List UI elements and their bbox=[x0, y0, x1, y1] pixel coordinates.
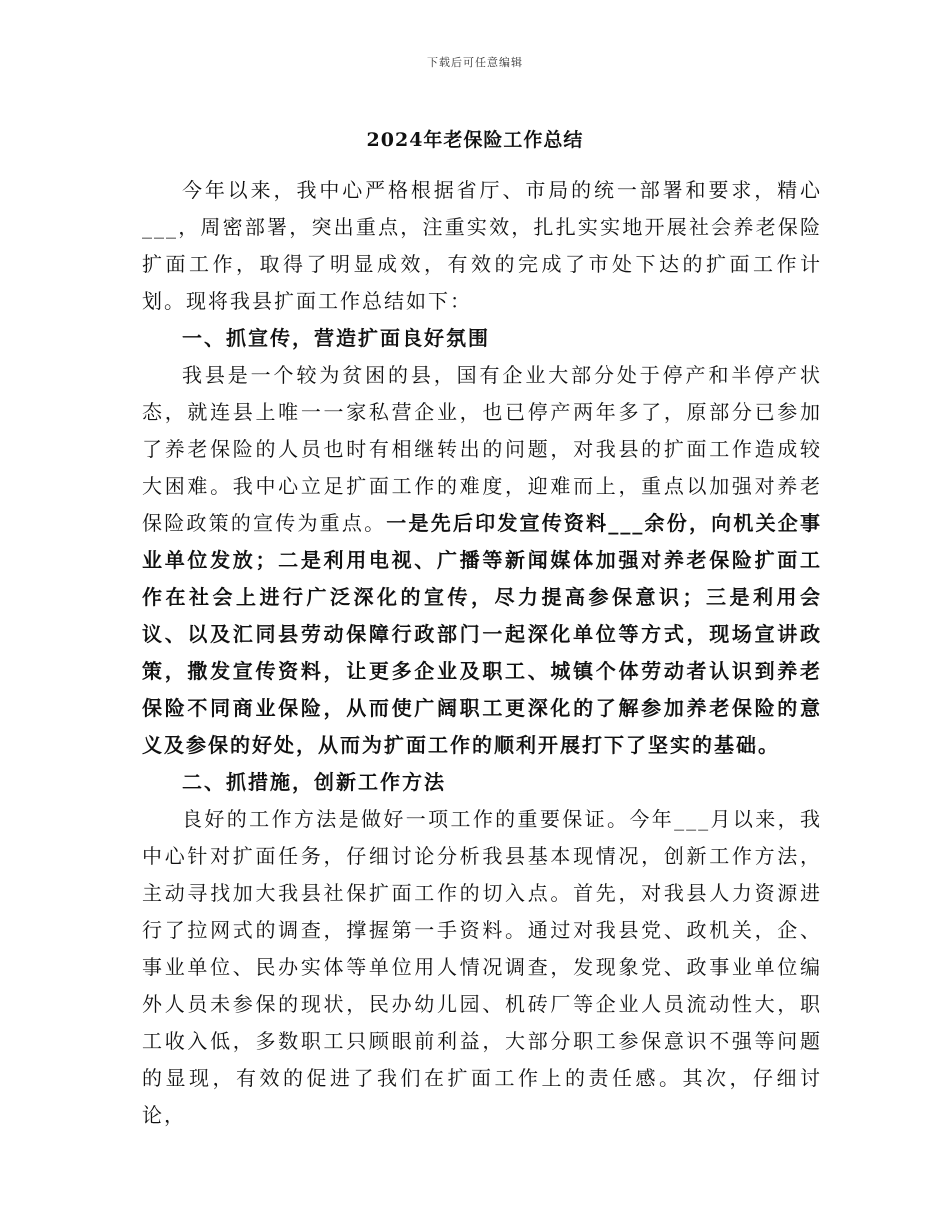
section-1-paragraph bbox=[142, 357, 822, 764]
section-1-text: 我县是一个较为贫困的县，国有企业大部分处于停产和半停产状态，就连县上唯一一家私营企业，也已停产两年多了，原部分已参加了养老保险的人员也时有相继转出的问题，对我县的扩面工作造成较大困难。我中心立足扩面工作的难度，迎难而上，重点以加强对养老保险政策的宣传为重点。 bbox=[142, 363, 822, 535]
section-1-bold-text: 一是先后印发宣传资料___余份，向机关企事业单位发放；二是利用电视、广播等新闻媒体加强对养老保险扩面工作在社会上进行广泛深化的宣传，尽力提高参保意识；三是利用会议、以及汇同县劳动保障行政部门一起深化单位等方式，现场宣讲政策，撒发宣传资料，让更多企业及职工、城镇个体劳动者认识到养老保险不同商业保险，从而使广阔职工更深化的了解参加养老保险的意义及参保的好处，从而为扩面工作的顺利开展打下了坚实的基础。 bbox=[142, 511, 823, 757]
intro-paragraph: 今年以来，我中心严格根据省厅、市局的统一部署和要求，精心___，周密部署，突出重点，注重实效，扎扎实实地开展社会养老保险扩面工作，取得了明显成效，有效的完成了市处下达的扩面工作计划。现将我县扩面工作总结如下： bbox=[142, 178, 822, 313]
section-heading-1: 一、抓宣传，营造扩面良好氛围 bbox=[182, 326, 490, 350]
header-note: 下载后可任意编辑 bbox=[427, 56, 523, 69]
section-heading-2: 二、抓措施，创新工作方法 bbox=[182, 770, 446, 794]
section-2-paragraph: 良好的工作方法是做好一项工作的重要保证。今年___月以来，我中心针对扩面任务，仔细讨论分析我县基本现情况，创新工作方法，主动寻找加大我县社保扩面工作的切入点。首先，对我县人力资源进行了拉网式的调查，撑握第一手资料。通过对我县党、政机关，企、事业单位、民办实体等单位用人情况调查，发现象党、政事业单位编外人员未参保的现状，民办幼儿园、机砖厂等企业人员流动性大，职工收入低，多数职工只顾眼前利益，大部分职工参保意识不强等问题的显现，有效的促进了我们在扩面工作上的责任感。其次，仔细讨论， bbox=[142, 807, 822, 1127]
document-title: 2024年老保险工作总结 bbox=[366, 129, 584, 151]
document-body bbox=[142, 172, 822, 1134]
